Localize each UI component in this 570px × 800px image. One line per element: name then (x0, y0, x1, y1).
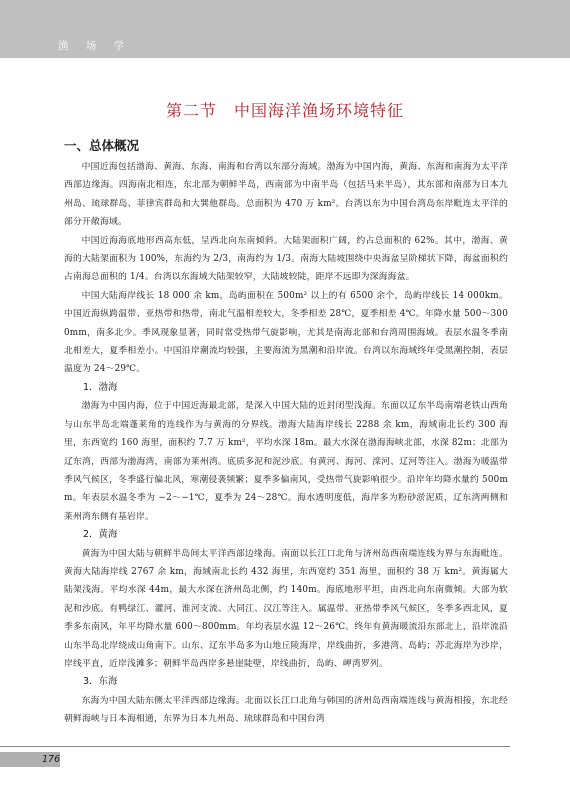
paragraph-yellow-sea: 黄海为中国大陆与朝鲜半岛间太平洋西部边缘海。南面以长江口北角与济州岛西南端连线为界与东海毗连。黄海大陆海岸线 2767 余 km，海域南北长约 432 海里，东西宽约 351 海里，面积约 38 万 km²。黄海属大陆架浅海。平均水深 44m，最大水深在济州岛北侧，约 140m。海底地形平坦，由西北向东南微倾。大部为软泥和沙底。有鸭绿江、灌河、淮河支流、大同江、汉江等注入。属温带、亚热带季风气候区，冬季多西北风，夏季多东南风，年平均降水量 600～800mm。年均表层水温 12～26℃。终年有黄海暖流沿东部北上，沿岸流沿山东半岛北岸绕成山角南下。山东、辽东半岛多为山地丘陵海岸，岸线曲折，多港湾、岛屿；苏北海岸为沙岸，岸线平直，近岸浅滩多；朝鲜半岛西岸多悬崖陡壁，岸线曲折，岛屿、岬湾罗列。 (64, 548, 508, 669)
heading-east-china-sea: 3．东海 (83, 676, 118, 688)
paragraph-east-china-sea: 东海为中国大陆东侧太平洋西部边缘海。北面以长江口北角与韩国的济州岛西南端连线与黄海相接，东北经朝鲜海峡与日本海相通，东界为日本九州岛、琉球群岛和中国台湾 (64, 695, 508, 725)
section-title: 第二节 中国海洋渔场环境特征 (165, 101, 404, 120)
paragraph-overview-climate: 中国大陆海岸线长 18 000 余 km，岛屿面积在 500m² 以上的有 6500 余个，岛屿岸线长 14 000km。中国近海纵跨温带、亚热带和热带，南北气温相差较大，冬季相差 28℃，夏季相差 4℃。年降水量 500～3000mm，南多北少。季风现象显著，同时常受热带气旋影响，尤其是南海北部和台湾周围海域。表层水温冬季南北相差大，夏季相差小。中国沿岸潮流均较强，主要海流为黑潮和沿岸流。台湾以东海域终年受黑潮控制，表层温度为 24～29℃。 (64, 290, 508, 375)
footer-rule (0, 746, 510, 747)
heading-yellow-sea: 2．黄海 (83, 529, 118, 541)
paragraph-bohai: 渤海为中国内海，位于中国近海最北部，是深入中国大陆的近封闭型浅海。东面以辽东半岛南端老铁山西角与山东半岛北端蓬莱角的连线作为与黄海的分界线。渤海大陆海岸线长 2288 余 km，海域南北长约 300 海里，东西宽约 160 海里，面积约 7.7 万 km²，平均水深 18m。最大水深在渤海海峡北部，水深 82m；北部为辽东湾，西部为渤海湾，南部为莱州湾。底质多泥和泥沙底。有黄河、海河、滦河、辽河等注入。渤海为暖温带季风气候区，冬季盛行偏北风，寒潮侵袭频繁；夏季多偏南风，受热带气旋影响很少。沿岸年均降水量约 500mm。年表层水温冬季为 −2～−1℃，夏季为 24～28℃。海水透明度低，海岸多为粉砂淤泥质，辽东湾两侧和莱州湾东侧有基岩岸。 (64, 401, 508, 522)
paragraph-overview-extent: 中国近海包括渤海、黄海、东海、南海和台湾以东部分海域。渤海为中国内海，黄海、东海和南海为太平洋西部边缘海。四海南北相连，东北部为朝鲜半岛，西南部为中南半岛（包括马来半岛），其东部和南部为日本九州岛、琉球群岛、菲律宾群岛和大巽他群岛。总面积为 470 万 km²。台湾以东为中国台湾岛东岸毗连太平洋的部分开敞海域。 (64, 162, 508, 228)
paragraph-overview-topography: 中国近海海底地形西高东低，呈西北向东南倾斜。大陆架面积广阔，约占总面积的 62%。其中，渤海、黄海的大陆架面积为 100%，东海约为 2/3，南海约为 1/3。南海大陆坡围绕中央海盆呈阶梯状下降，海盆面积约占南海总面积的 1/4。台湾以东海域大陆架较窄，大陆坡较陡，距岸不远即为深海海盆。 (64, 235, 508, 283)
running-header-bar (0, 0, 570, 58)
subsection-title: 一、总体概况 (64, 138, 140, 153)
page-number: 176 (42, 754, 61, 765)
running-header-title: 渔 场 学 (58, 40, 132, 52)
heading-bohai: 1．渤海 (83, 381, 118, 393)
body-text (64, 158, 508, 729)
